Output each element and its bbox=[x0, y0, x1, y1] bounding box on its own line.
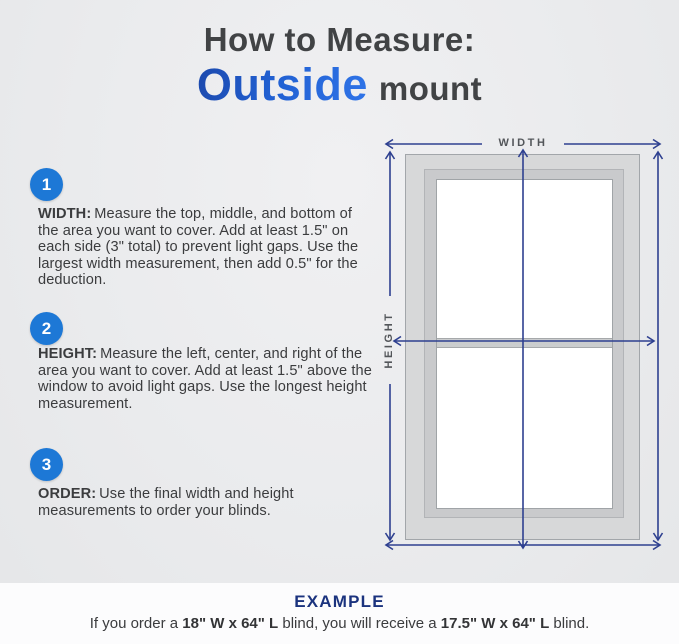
step-2-body: Measure the left, center, and right of the area you want to cover. Add at least 1.5" above the window to avoid light gaps. Use the longest height measurement. bbox=[38, 346, 372, 412]
measurement-arrows bbox=[378, 128, 674, 564]
example-footer bbox=[0, 583, 679, 644]
example-suffix: blind. bbox=[549, 615, 590, 632]
title-line1: How to Measure: bbox=[203, 21, 476, 58]
step-3-text bbox=[38, 486, 372, 519]
step-1-text bbox=[38, 206, 372, 289]
step-3-number: 3 bbox=[41, 454, 52, 474]
step-2-badge bbox=[30, 312, 63, 345]
step-3-badge bbox=[30, 448, 63, 481]
step-2-label: HEIGHT: bbox=[38, 346, 98, 362]
title-rest-mount: mount bbox=[378, 69, 483, 107]
title-highlight-outside: Outside bbox=[196, 58, 368, 110]
page-title bbox=[0, 22, 679, 110]
step-1-label: WIDTH: bbox=[38, 206, 92, 222]
step-2-text bbox=[38, 346, 372, 412]
step-1-body: Measure the top, middle, and bottom of the area you want to cover. Add at least 1.5" on each side (3" total) to prevent light gaps. Use the largest width measurement, then add 0.5" for the deduction. bbox=[38, 206, 359, 289]
example-middle: blind, you will receive a bbox=[278, 615, 441, 632]
example-heading: EXAMPLE bbox=[294, 592, 385, 611]
example-received-size: 17.5" W x 64" L bbox=[440, 615, 550, 632]
step-3-body: Use the final width and height measurements to order your blinds. bbox=[38, 486, 294, 519]
step-2-number: 2 bbox=[41, 318, 52, 338]
height-label: HEIGHT bbox=[383, 311, 395, 369]
window-measurement-diagram bbox=[378, 128, 674, 564]
example-sentence bbox=[0, 615, 679, 632]
width-label: WIDTH bbox=[498, 137, 548, 149]
example-prefix: If you order a bbox=[89, 615, 183, 632]
step-3-label: ORDER: bbox=[38, 486, 97, 502]
example-ordered-size: 18" W x 64" L bbox=[182, 615, 279, 632]
title-line2 bbox=[0, 60, 679, 110]
step-1-number: 1 bbox=[41, 174, 52, 194]
step-1-badge bbox=[30, 168, 63, 201]
